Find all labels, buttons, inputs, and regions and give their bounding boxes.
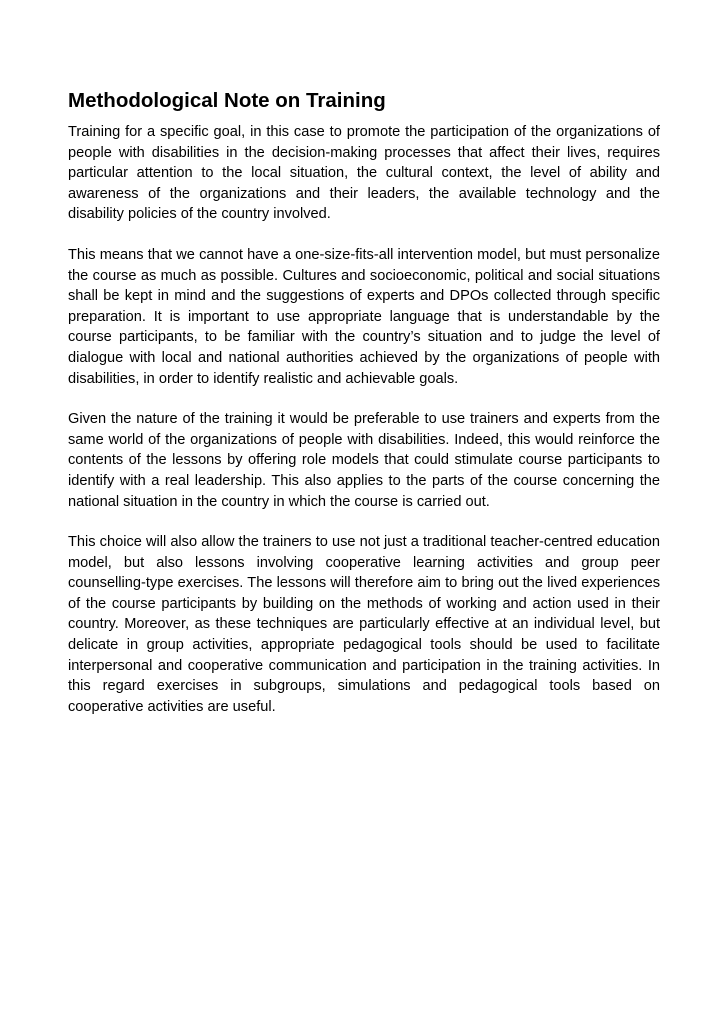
paragraph-3: Given the nature of the training it would be preferable to use trainers and experts from the same world of the organizations of people with disabilities. Indeed, this would reinforce the contents of the lessons by offering role models that could stimulate course participants to identify with a real leadership. This also applies to the parts of the course concerning the national situation in the country in which the course is carried out. <box>68 411 660 510</box>
paragraph-2: This means that we cannot have a one-size-fits-all intervention model, but must personalize the course as much as possible. Cultures and socioeconomic, political and social situations shall be kept in mind and the suggestions of experts and DPOs collected through specific preparation. It is important to use appropriate language that is understandable by the course participants, to be familiar with the country’s situation and to judge the level of dialogue with local and national authorities achieved by the organizations of people with disabilities, in order to identify realistic and achievable goals. <box>68 246 660 387</box>
document-page <box>68 86 660 717</box>
paragraph-4: This choice will also allow the trainers to use not just a traditional teacher-centred education model, but also lessons involving cooperative learning activities and group peer counselling-type exercises. The lessons will therefore aim to bring out the lived experiences of the course participants by building on the methods of working and action used in their country. Moreover, as these techniques are particularly effective at an individual level, but delicate in group activities, appropriate pedagogical tools should be used to facilitate interpersonal and cooperative communication and participation in the training activities. In this regard exercises in subgroups, simulations and pedagogical tools based on cooperative activities are useful. <box>68 534 660 715</box>
paragraph-1: Training for a specific goal, in this case to promote the participation of the organizations of people with disabilities in the decision-making processes that affect their lives, requires particular attention to the local situation, the cultural context, the level of ability and awareness of the organizations and their leaders, the available technology and the disability policies of the country involved. <box>68 124 660 223</box>
page-title: Methodological Note on Training <box>68 89 386 112</box>
